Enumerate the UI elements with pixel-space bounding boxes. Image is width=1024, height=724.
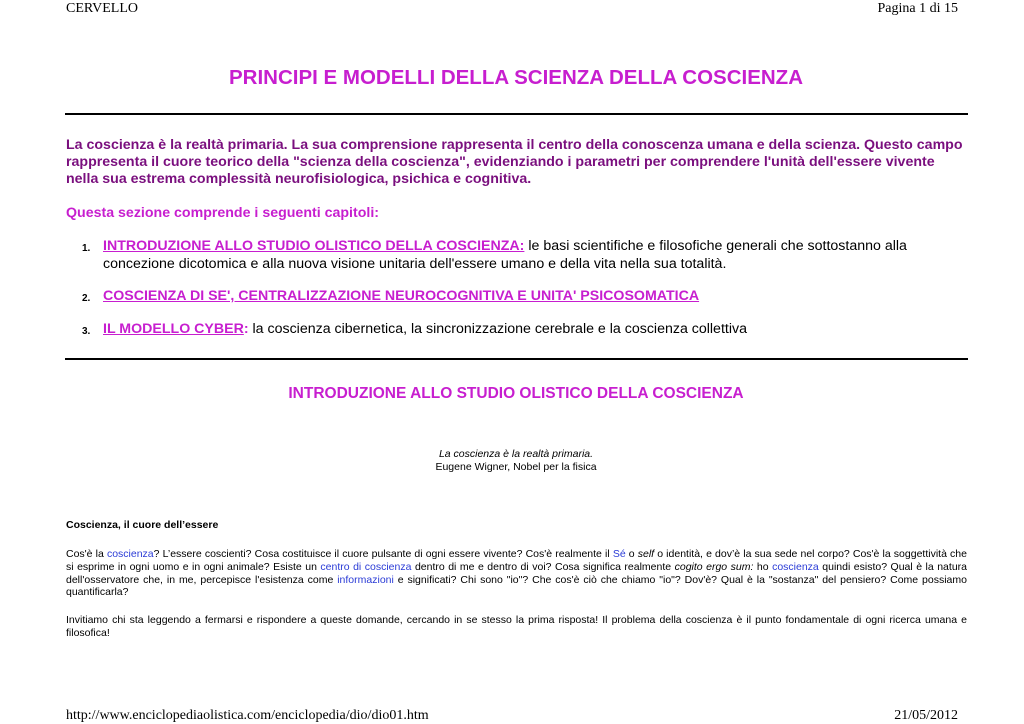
- link-informazioni[interactable]: informazioni: [337, 573, 394, 586]
- page-number: Pagina 1 di 15: [877, 1, 958, 16]
- divider-middle: [65, 358, 968, 360]
- page-header-left: CERVELLO: [66, 1, 138, 16]
- epigraph: [0, 448, 1024, 474]
- text-run: dentro di me e dentro di voi? Cosa significa realmente: [411, 560, 675, 573]
- chapter-link-cyber[interactable]: IL MODELLO CYBER: [103, 321, 244, 337]
- text-run: o identità, e dov’è la sua sede nel corpo? Cos'è la soggettività che si esprime in ogni uomo e in ogni animale? Esiste un: [66, 548, 967, 573]
- intro-paragraph: La coscienza è la realtà primaria. La sua comprensione rappresenta il centro della conoscenza umana e della scienza. Questo campo rappresenta il cuore teorico della "scienza della coscienza", evidenziando i parametri per comprendere l'unità dell'essere vivente nella sua estrema complessità neurofisiologica, psichica e cognitiva.: [66, 137, 963, 187]
- text-run: quindi esisto? Qual è la natura dell'osservatore che, in me, percepisce l'esistenza come: [66, 560, 967, 586]
- text-run: o: [625, 548, 638, 560]
- chapter-number: 3.: [82, 326, 91, 337]
- link-se[interactable]: Sé: [612, 548, 626, 560]
- italic-term: self: [637, 548, 655, 560]
- chapters-lead: Questa sezione comprende i seguenti capitoli:: [66, 205, 379, 221]
- chapter-link-self[interactable]: COSCIENZA DI SE', CENTRALIZZAZIONE NEUROCOGNITIVA E UNITA' PSICOSOMATICA: [103, 288, 700, 304]
- subheading: Coscienza, il cuore dell’essere: [66, 519, 219, 531]
- link-coscienza-2[interactable]: coscienza: [772, 560, 819, 573]
- chapter-link-intro[interactable]: INTRODUZIONE ALLO STUDIO OLISTICO DELLA COSCIENZA:: [103, 238, 525, 254]
- body-paragraph-2: Invitiamo chi sta leggendo a fermarsi e rispondere a queste domande, cercando in se stesso la prima risposta! Il problema della coscienza è il punto fondamentale di ogni ricerca umana e filosofica!: [66, 614, 967, 639]
- quote-author: Eugene Wigner, Nobel per la fisica: [435, 461, 597, 473]
- chapter-number: 2.: [82, 293, 91, 304]
- text-run: e significati? Chi sono "io"? Che cos'è ciò che chiamo "io"? Dov'è? Qual è la "sostanza" del pensiero? Come possiamo quantificarla?: [66, 573, 967, 599]
- page-url: http://www.enciclopediaolistica.com/enciclopedia/dio/dio01.htm: [66, 708, 429, 723]
- chapter-item-3: [66, 320, 966, 338]
- text-run: ? L’essere coscienti? Cosa costituisce il cuore pulsante di ogni essere vivente? Cos'è realmente il: [153, 548, 613, 560]
- text-run: ho: [753, 560, 773, 573]
- link-coscienza[interactable]: coscienza: [106, 548, 154, 560]
- chapter-item-2: [66, 287, 966, 305]
- section-title: INTRODUZIONE ALLO STUDIO OLISTICO DELLA COSCIENZA: [288, 385, 744, 402]
- body-paragraph-1: [66, 548, 967, 599]
- divider-top: [65, 113, 968, 115]
- text-run: Cos'è la: [66, 548, 107, 560]
- italic-term: cogito ergo sum:: [674, 560, 754, 573]
- chapter-description: le basi scientifiche e filosofiche generali che sottostanno alla concezione dicotomica e alla nuova visione unitaria dell'essere umano e della vita nella sua totalità.: [103, 238, 907, 272]
- chapter-item-1: [66, 237, 966, 273]
- page-title: PRINCIPI E MODELLI DELLA SCIENZA DELLA COSCIENZA: [228, 66, 803, 89]
- link-centro-di-coscienza[interactable]: centro di coscienza: [320, 560, 412, 573]
- page-date: 21/05/2012: [894, 708, 958, 723]
- chapter-separator: :: [243, 321, 249, 337]
- quote-text: La coscienza è la realtà primaria.: [438, 448, 594, 460]
- chapter-number: 1.: [82, 243, 91, 254]
- chapter-description: la coscienza cibernetica, la sincronizzazione cerebrale e la coscienza collettiva: [248, 321, 747, 337]
